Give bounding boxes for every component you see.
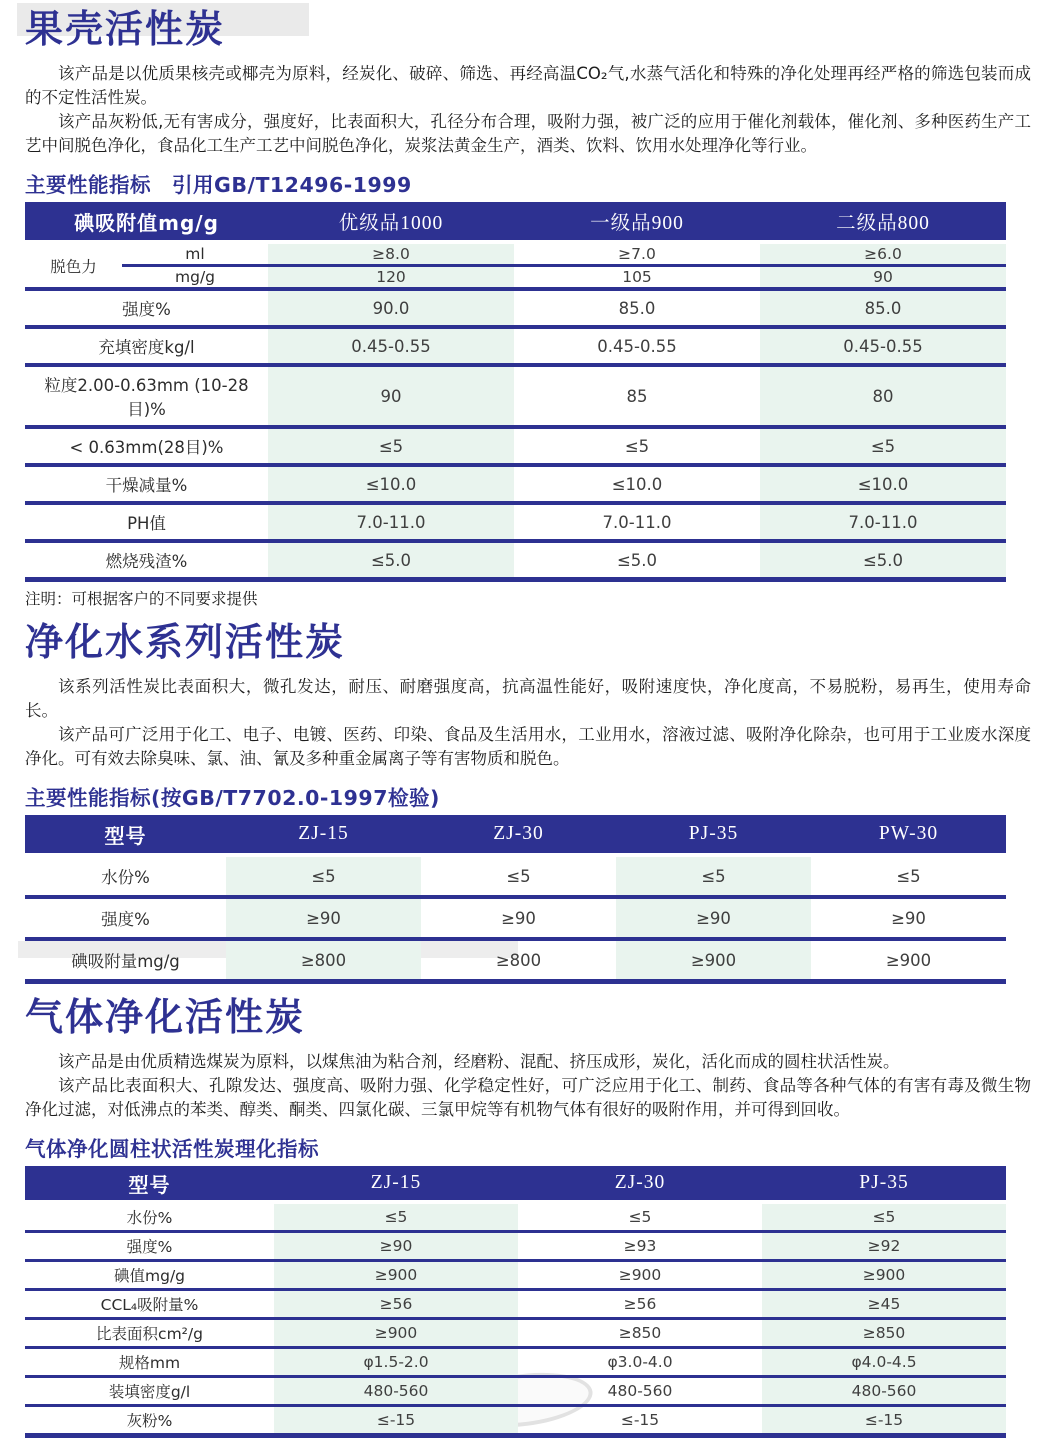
section-gas-purification-carbon <box>25 996 1031 1438</box>
table-row <box>25 242 1006 266</box>
table-cell: ≤5 <box>616 855 811 897</box>
table-heading: 主要性能指标(按GB/T7702.0-1997检验) <box>25 786 440 810</box>
table-cell: ≥90 <box>274 1232 518 1261</box>
table-cell: ≤-15 <box>274 1406 518 1436</box>
table-cell: 90 <box>268 365 514 427</box>
row-sub-label: mg/g <box>175 268 215 286</box>
paragraph: 该产品是以优质果核壳或椰壳为原料，经炭化、破碎、筛选、再经高温CO₂气,水蒸气活化和特殊的净化处理再经严格的筛选包装而成的不定性活性炭。 <box>25 64 1031 107</box>
row-label: 强度% <box>126 1238 173 1256</box>
row-label: 粒度2.00-0.63mm (10-28目)% <box>44 376 249 419</box>
row-label: 充填密度kg/l <box>98 338 195 357</box>
table-cell: ≥8.0 <box>268 242 514 266</box>
table-cell: 120 <box>268 266 514 290</box>
table-cell: ≤5.0 <box>268 541 514 580</box>
row-label: 水份% <box>101 868 150 887</box>
section-title: 气体净化活性炭 <box>25 995 306 1039</box>
paragraph: 该产品比表面积大、孔隙发达、强度高、吸附力强、化学稳定性好，可广泛应用于化工、制药、食品等各种气体的有害有毒及微生物净化过滤，对低沸点的苯类、醇类、酮类、四氯化碳、三氯甲烷等有机物气体有很好的吸附作用，并可得到回收。 <box>25 1076 1031 1119</box>
row-label: 碘值mg/g <box>114 1267 185 1285</box>
table-row <box>25 1290 1006 1319</box>
table-cell: ≥900 <box>618 1266 662 1284</box>
row-label: PH值 <box>127 514 166 533</box>
column-header: ZJ-15 <box>226 815 421 855</box>
table-cell: 7.0-11.0 <box>602 512 672 532</box>
column-header: 优级品1000 <box>268 202 514 242</box>
table-cell: ≥900 <box>616 939 811 982</box>
table-cell: ≤5.0 <box>760 541 1006 580</box>
table-cell: 0.45-0.55 <box>597 336 677 356</box>
table-row <box>25 1232 1006 1261</box>
paragraph: 该系列活性炭比表面积大，微孔发达，耐压、耐磨强度高，抗高温性能好，吸附速度快，净化度高，不易脱粉，易再生，使用寿命长。 <box>25 677 1031 720</box>
row-sub-label: ml <box>185 245 205 263</box>
table-row <box>25 1261 1006 1290</box>
table-row <box>25 939 1006 982</box>
table-cell: 85 <box>626 386 648 406</box>
table-row <box>25 427 1006 465</box>
section-title: 净化水系列活性炭 <box>25 620 346 664</box>
table-row <box>25 1319 1006 1348</box>
column-header: ZJ-30 <box>518 1166 762 1202</box>
table-cell: ≥900 <box>762 1261 1006 1290</box>
paragraph: 该产品灰粉低,无有害成分，强度好，比表面积大，孔径分布合理，吸附力强，被广泛的应用于催化剂载体，催化剂、多种医药生产工艺中间脱色净化，食品化工生产工艺中间脱色净化，炭浆法黄金生产，酒类、饮料、饮用水处理净化等行业。 <box>25 112 1031 155</box>
table-row <box>25 1202 1006 1232</box>
header-row <box>25 202 1006 242</box>
table-cell: ≥6.0 <box>760 242 1006 266</box>
table-cell: ≤5 <box>762 1202 1006 1232</box>
table-cell: 90.0 <box>268 289 514 327</box>
column-header: ZJ-30 <box>421 815 616 855</box>
table-cell: ≤-15 <box>620 1411 660 1429</box>
table-cell: ≥900 <box>274 1261 518 1290</box>
table-cell: ≥90 <box>501 908 536 928</box>
table-cell: 80 <box>760 365 1006 427</box>
table-cell: ≤10.0 <box>760 465 1006 503</box>
table-cell: ≤5 <box>274 1202 518 1232</box>
table-row <box>25 1406 1006 1436</box>
table-cell: ≤5.0 <box>616 550 658 570</box>
table-cell: ≤5 <box>268 427 514 465</box>
table-row <box>25 503 1006 541</box>
table-cell: ≤10.0 <box>268 465 514 503</box>
table-cell: ≤5 <box>624 436 650 456</box>
table-cell: φ1.5-2.0 <box>274 1348 518 1377</box>
table-cell: ≤10.0 <box>611 474 663 494</box>
table-row <box>25 1348 1006 1377</box>
table-cell: ≥900 <box>274 1319 518 1348</box>
row-group-label: 脱色力 <box>50 257 97 276</box>
row-label: 水份% <box>126 1209 173 1227</box>
paragraph: 该产品是由优质精选煤炭为原料，以煤焦油为粘合剂，经磨粉、混配、挤压成形，炭化，活化而成的圆柱状活性炭。 <box>58 1052 900 1071</box>
table-heading: 气体净化圆柱状活性炭理化指标 <box>25 1137 319 1161</box>
table-cell: ≤5 <box>226 855 421 897</box>
table-cell: ≥56 <box>274 1290 518 1319</box>
row-label: < 0.63mm(28目)% <box>69 438 224 457</box>
shell-carbon-spec-table <box>25 202 1006 582</box>
table-row <box>25 266 1006 290</box>
row-label: 灰粉% <box>126 1412 173 1430</box>
page-content <box>25 8 1031 1438</box>
table-row <box>25 365 1006 427</box>
table-row <box>25 855 1006 897</box>
column-header: ZJ-15 <box>274 1166 518 1202</box>
row-label: 燃烧残渣% <box>105 552 188 571</box>
table-cell: ≥90 <box>226 897 421 939</box>
column-header: 型号 <box>25 1166 274 1202</box>
table-cell: 0.45-0.55 <box>760 327 1006 365</box>
table-cell: 480-560 <box>607 1382 673 1400</box>
table-row <box>25 541 1006 580</box>
column-header: PW-30 <box>811 815 1006 855</box>
table-cell: 0.45-0.55 <box>268 327 514 365</box>
gas-carbon-spec-table <box>25 1166 1006 1438</box>
table-cell: 480-560 <box>762 1377 1006 1406</box>
column-header: PJ-35 <box>616 815 811 855</box>
row-label: 干燥减量% <box>105 476 188 495</box>
table-cell: ≥800 <box>226 939 421 982</box>
table-cell: ≤5 <box>896 866 921 886</box>
column-header: 型号 <box>25 815 226 855</box>
table-cell: 85.0 <box>618 298 656 318</box>
row-label: CCL₄吸附量% <box>100 1296 199 1314</box>
table-cell: 7.0-11.0 <box>268 503 514 541</box>
table-cell: ≥93 <box>623 1237 657 1255</box>
table-row <box>25 465 1006 503</box>
table-cell: ≥56 <box>623 1295 657 1313</box>
table-cell: 85.0 <box>760 289 1006 327</box>
row-label: 强度% <box>101 910 150 929</box>
table-cell: ≤5 <box>628 1208 652 1226</box>
water-carbon-spec-table <box>25 815 1006 984</box>
section-title: 果壳活性炭 <box>25 7 226 51</box>
header-row <box>25 1166 1006 1202</box>
column-header: PJ-35 <box>762 1166 1006 1202</box>
column-header: 碘吸附值mg/g <box>25 202 268 242</box>
table-cell: ≥7.0 <box>618 245 656 263</box>
table-cell: ≥900 <box>885 950 932 970</box>
header-row <box>25 815 1006 855</box>
table-cell: ≥90 <box>616 897 811 939</box>
row-label: 碘吸附量mg/g <box>71 952 180 971</box>
row-label: 规格mm <box>118 1354 181 1372</box>
column-header: 一级品900 <box>514 202 760 242</box>
table-cell: 480-560 <box>274 1377 518 1406</box>
table-cell: ≤-15 <box>762 1406 1006 1436</box>
table-cell: ≥92 <box>762 1232 1006 1261</box>
table-cell: ≥850 <box>762 1319 1006 1348</box>
row-label: 强度% <box>122 300 171 319</box>
table-cell: φ3.0-4.0 <box>607 1353 673 1371</box>
row-label: 装填密度g/l <box>108 1383 191 1401</box>
section-shell-activated-carbon <box>25 8 1031 609</box>
table-cell: 90 <box>760 266 1006 290</box>
paragraph: 该产品可广泛用于化工、电子、电镀、医药、印染、食品及生活用水，工业用水，溶液过滤、吸附净化除杂，也可用于工业废水深度净化。可有效去除臭味、氯、油、氰及多种重金属离子等有害物质和脱色。 <box>25 725 1031 768</box>
column-header: 二级品800 <box>760 202 1006 242</box>
table-cell: 105 <box>622 268 652 286</box>
table-cell: 7.0-11.0 <box>760 503 1006 541</box>
table-row <box>25 327 1006 365</box>
table-cell: ≥800 <box>495 950 542 970</box>
table-note: 注明：可根据客户的不同要求提供 <box>25 590 258 608</box>
table-cell: ≥90 <box>891 908 926 928</box>
table-cell: φ4.0-4.5 <box>762 1348 1006 1377</box>
section-water-purification-carbon <box>25 621 1031 984</box>
table-cell: ≥45 <box>762 1290 1006 1319</box>
table-row <box>25 289 1006 327</box>
table-heading: 主要性能指标 引用GB/T12496-1999 <box>25 173 412 197</box>
table-row <box>25 897 1006 939</box>
row-label: 比表面积cm²/g <box>96 1325 203 1343</box>
table-cell: ≥850 <box>618 1324 662 1342</box>
table-row <box>25 1377 1006 1406</box>
table-cell: ≤5 <box>760 427 1006 465</box>
table-cell: ≤5 <box>506 866 531 886</box>
